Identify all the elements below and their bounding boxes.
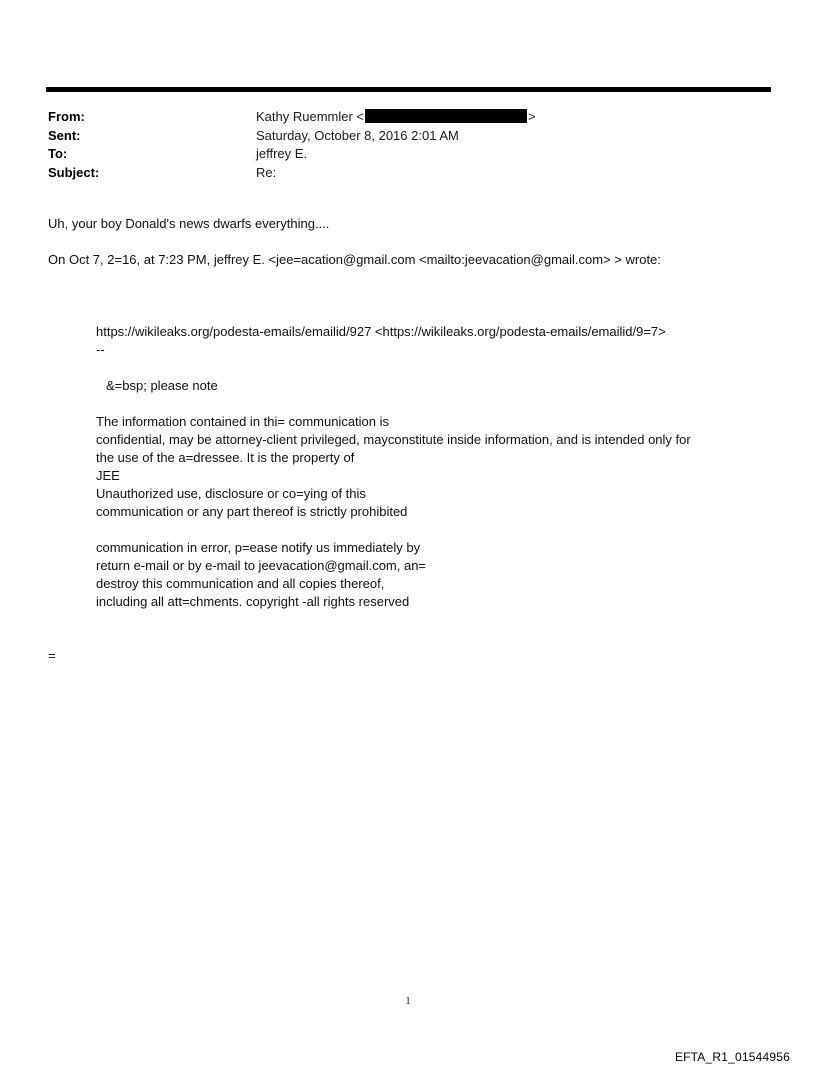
email-header — [48, 108, 768, 182]
page-number: 1 — [405, 996, 411, 1007]
disclaimer-line: including all att=chments. copyright -all rights reserved — [96, 594, 410, 609]
disclaimer-line: return e-mail or by e-mail to jeevacation@gmail.com, an= — [96, 558, 427, 573]
subject-row — [48, 164, 768, 183]
disclaimer-line: Unauthorized use, disclosure or co=ying of this — [96, 486, 366, 501]
sent-row — [48, 127, 768, 146]
disclaimer-line: The information contained in thi= communication is — [96, 414, 390, 429]
reply-line: Uh, your boy Donald's news dwarfs everything.... — [48, 216, 330, 231]
disclaimer-line: communication or any part thereof is strictly prohibited — [96, 504, 408, 519]
disclaimer-line: JEE — [96, 468, 120, 483]
trailing-equals: = — [48, 648, 56, 663]
disclaimer-line: the use of the a=dressee. It is the property of — [96, 450, 355, 465]
redaction-block — [365, 109, 527, 123]
signature-dashes: -- — [96, 342, 105, 357]
to-label: To: — [48, 146, 68, 161]
from-close: > — [528, 109, 536, 124]
subject-value: Re: — [256, 164, 277, 180]
please-note: &=bsp; please note — [106, 378, 218, 393]
to-value: jeffrey E. — [256, 146, 308, 161]
bates-number: EFTA_R1_01544956 — [674, 1050, 790, 1064]
header-rule — [46, 87, 771, 92]
disclaimer-line: communication in error, p=ease notify us immediately by — [96, 540, 421, 555]
from-name: Kathy Ruemmler < — [256, 109, 365, 124]
from-value — [256, 108, 536, 127]
sent-value: Saturday, October 8, 2016 2:01 AM — [256, 127, 459, 143]
subject-label: Subject: — [48, 164, 100, 180]
disclaimer-line: destroy this communication and all copies thereof, — [96, 576, 385, 591]
from-row — [48, 108, 768, 127]
disclaimer-line: confidential, may be attorney-client privileged, mayconstitute inside information, and is intended only for — [96, 432, 691, 447]
quote-intro: On Oct 7, 2=16, at 7:23 PM, jeffrey E. <jee=acation@gmail.com <mailto:jeevacation@gmail.com> > wrote: — [48, 252, 661, 267]
sent-label: Sent: — [48, 127, 81, 143]
wikileaks-link: https://wikileaks.org/podesta-emails/emailid/927 <https://wikileaks.org/podesta-emails/emailid/9=7> — [96, 324, 666, 339]
from-label: From: — [48, 109, 85, 124]
to-row — [48, 145, 768, 164]
